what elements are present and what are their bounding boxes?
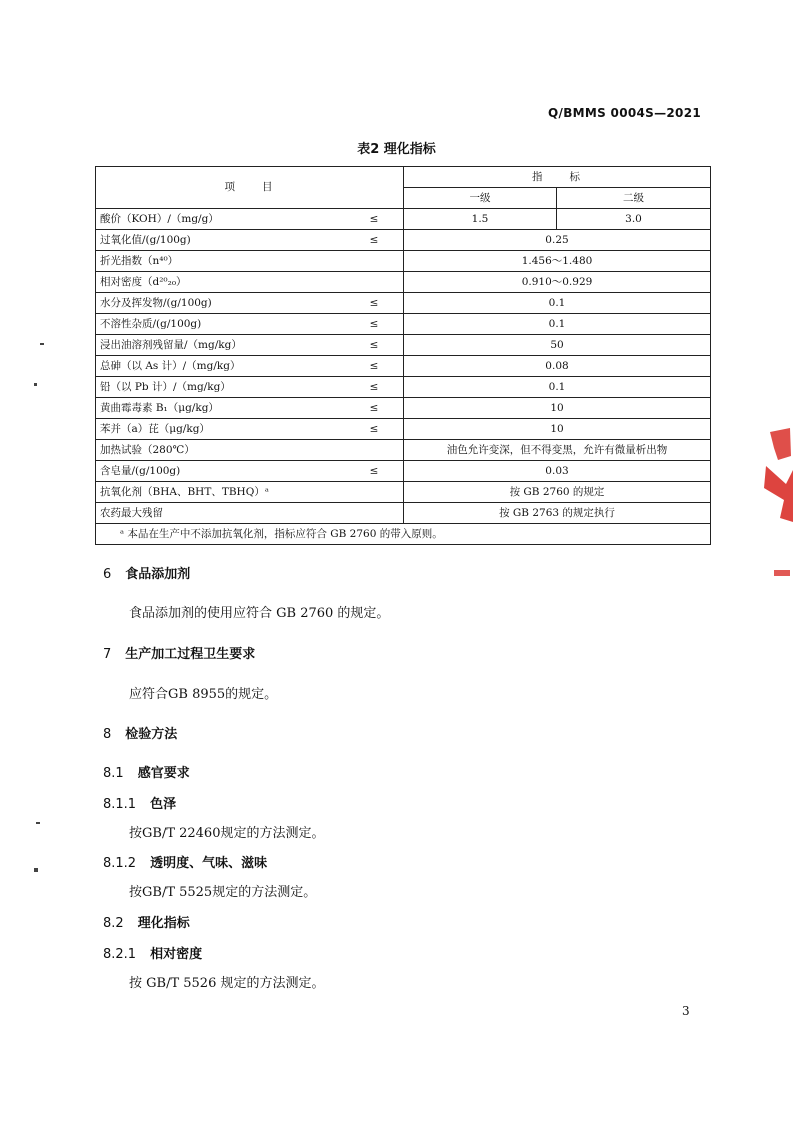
section-heading — [103, 852, 267, 871]
row-item: 折光指数（n⁴⁰） — [100, 254, 179, 267]
row-value: 10 — [404, 398, 711, 419]
row-item: 黄曲霉毒素 B₁（μg/kg） — [100, 401, 219, 414]
table-caption: 表2 理化指标 — [357, 142, 436, 157]
paragraph: 应符合GB 8955的规定。 — [129, 687, 278, 702]
table-row — [96, 251, 711, 272]
table-header-row — [96, 167, 711, 188]
row-symbol: ≤ — [369, 338, 379, 351]
table-row — [96, 293, 711, 314]
table-row — [96, 209, 711, 230]
row-symbol: ≤ — [369, 296, 379, 309]
row-item: 抗氧化剂（BHA、BHT、TBHQ）ᵃ — [100, 485, 269, 498]
table-row — [96, 482, 711, 503]
page-number: 3 — [682, 1004, 690, 1018]
section-heading — [103, 793, 176, 812]
seal-fragment-icon — [760, 566, 793, 580]
row-symbol — [363, 441, 385, 460]
row-item: 含皂量/(g/100g) — [100, 464, 181, 477]
section-heading — [103, 762, 190, 781]
row-value: 1.456～1.480 — [404, 251, 711, 272]
row-item: 相对密度（d²⁰₂₀） — [100, 275, 187, 288]
section-number: 8.2 — [103, 916, 124, 931]
table-row — [96, 503, 711, 524]
section-heading — [103, 943, 202, 962]
table-row — [96, 230, 711, 251]
table-row — [96, 314, 711, 335]
table-row — [96, 461, 711, 482]
section-number: 7 — [103, 647, 112, 662]
row-symbol — [363, 273, 385, 292]
physicochemical-index-table — [95, 166, 711, 545]
row-item: 苯并（a）芘（μg/kg） — [100, 422, 210, 435]
row-symbol: ≤ — [369, 359, 379, 372]
row-item: 过氧化值/(g/100g) — [100, 233, 191, 246]
row-symbol: ≤ — [369, 380, 379, 393]
row-item: 农药最大残留 — [100, 506, 163, 519]
section-number: 8.1.2 — [103, 856, 137, 871]
header-item: 项 目 — [96, 167, 404, 209]
section-number: 8.2.1 — [103, 947, 137, 962]
row-item: 酸价（KOH）/（mg/g） — [100, 212, 219, 225]
section-heading — [103, 563, 190, 582]
header-index: 指 标 — [404, 167, 711, 188]
header-grade-1: 一级 — [404, 188, 557, 209]
scan-speck — [36, 822, 40, 824]
table-footnote-row — [96, 524, 711, 545]
paragraph: 按GB/T 22460规定的方法测定。 — [129, 826, 325, 841]
seal-stamp-icon — [760, 426, 793, 536]
paragraph: 按GB/T 5525规定的方法测定。 — [129, 885, 317, 900]
row-item: 加热试验（280℃） — [100, 443, 195, 456]
section-title: 理化指标 — [137, 916, 190, 931]
table-row — [96, 377, 711, 398]
standard-code: Q/BMMS 0004S—2021 — [548, 106, 701, 120]
section-title: 透明度、气味、滋味 — [150, 856, 268, 871]
section-heading — [103, 643, 255, 662]
header-grade-2: 二级 — [557, 188, 711, 209]
row-symbol: ≤ — [369, 464, 379, 477]
row-item: 水分及挥发物/(g/100g) — [100, 296, 212, 309]
row-value: 50 — [404, 335, 711, 356]
row-value: 0.1 — [404, 377, 711, 398]
table-row — [96, 356, 711, 377]
section-title: 相对密度 — [150, 947, 203, 962]
row-value: 按 GB 2760 的规定 — [404, 482, 711, 503]
section-heading — [103, 723, 177, 742]
scan-speck — [34, 868, 38, 872]
section-heading — [103, 912, 190, 931]
row-value: 0.910～0.929 — [404, 272, 711, 293]
table-footnote: ᵃ 本品在生产中不添加抗氧化剂，指标应符合 GB 2760 的带入原则。 — [96, 524, 711, 545]
row-symbol — [363, 483, 385, 502]
row-value: 0.25 — [404, 230, 711, 251]
row-symbol: ≤ — [369, 317, 379, 330]
section-number: 8.1 — [103, 766, 124, 781]
scan-speck — [40, 343, 44, 345]
row-value: 0.03 — [404, 461, 711, 482]
table-row — [96, 335, 711, 356]
paragraph: 食品添加剂的使用应符合 GB 2760 的规定。 — [129, 606, 390, 621]
row-symbol: ≤ — [369, 401, 379, 414]
row-symbol: ≤ — [369, 212, 379, 225]
row-value: 0.08 — [404, 356, 711, 377]
row-value-grade-1: 1.5 — [404, 209, 557, 230]
row-symbol — [363, 504, 385, 523]
row-symbol — [363, 252, 385, 271]
row-item: 不溶性杂质/(g/100g) — [100, 317, 202, 330]
section-number: 8 — [103, 727, 112, 742]
row-symbol: ≤ — [369, 233, 379, 246]
row-value-grade-2: 3.0 — [557, 209, 711, 230]
row-value: 油色允许变深，但不得变黑，允许有微量析出物 — [404, 440, 711, 461]
row-value: 按 GB 2763 的规定执行 — [404, 503, 711, 524]
section-title: 食品添加剂 — [125, 567, 191, 582]
row-symbol: ≤ — [369, 422, 379, 435]
row-value: 10 — [404, 419, 711, 440]
row-item: 总砷（以 As 计）/（mg/kg） — [100, 359, 241, 372]
table-row — [96, 419, 711, 440]
scan-speck — [34, 383, 37, 386]
section-title: 感官要求 — [137, 766, 190, 781]
section-title: 生产加工过程卫生要求 — [125, 647, 256, 662]
row-value: 0.1 — [404, 314, 711, 335]
row-item: 浸出油溶剂残留量/（mg/kg） — [100, 338, 242, 351]
row-item: 铅（以 Pb 计）/（mg/kg） — [100, 380, 231, 393]
section-title: 色泽 — [150, 797, 177, 812]
section-number: 6 — [103, 567, 112, 582]
row-value: 0.1 — [404, 293, 711, 314]
table-row — [96, 398, 711, 419]
section-title: 检验方法 — [125, 727, 178, 742]
section-number: 8.1.1 — [103, 797, 137, 812]
paragraph: 按 GB/T 5526 规定的方法测定。 — [129, 976, 325, 991]
table-row — [96, 272, 711, 293]
table-row — [96, 440, 711, 461]
